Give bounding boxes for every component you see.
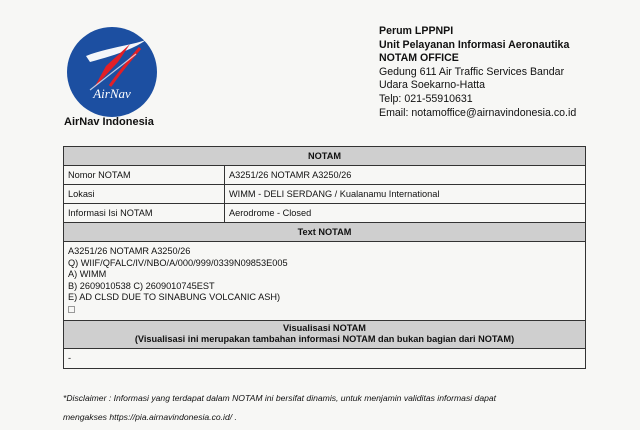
table-row (64, 185, 586, 204)
visualisasi-subtitle: (Visualisasi ini merupakan tambahan informasi NOTAM dan bukan bagian dari NOTAM) (134, 334, 515, 345)
visualisasi-title: Visualisasi NOTAM (283, 323, 366, 334)
header-line-5: Udara Soekarno-Hatta (379, 79, 485, 92)
checkbox-icon (68, 306, 75, 313)
notam-section-title: NOTAM (64, 147, 586, 166)
notam-table (63, 146, 586, 369)
airnav-logo (66, 26, 158, 118)
visualisasi-value: - (64, 348, 586, 368)
disclaimer (63, 389, 603, 427)
text-line: E) AD CLSD DUE TO SINABUNG VOLCANIC ASH) (68, 292, 281, 303)
row-label: Nomor NOTAM (64, 166, 225, 185)
table-row (64, 204, 586, 223)
header-line-1: Perum LPPNPI (379, 25, 454, 37)
logo-text: AirNav (93, 86, 131, 101)
text-line: B) 2609010538 C) 2609010745EST (68, 280, 215, 291)
text-notam-title: Text NOTAM (64, 223, 586, 242)
row-value: Aerodrome - Closed (225, 204, 586, 223)
visualisasi-header (64, 320, 586, 348)
header-line-3: NOTAM OFFICE (379, 52, 459, 65)
text-line: A) WIMM (68, 269, 107, 280)
row-value: A3251/26 NOTAMR A3250/26 (225, 166, 586, 185)
text-line: A3251/26 NOTAMR A3250/26 (68, 246, 191, 256)
disclaimer-line-1: *Disclaimer : Informasi yang terdapat dalam NOTAM ini bersifat dinamis, untuk menjamin validitas informasi dapat (63, 393, 497, 403)
row-value: WIMM - DELI SERDANG / Kualanamu International (225, 185, 586, 204)
header-line-4: Gedung 611 Air Traffic Services Bandar (379, 65, 565, 78)
header-email: Email: notamoffice@airnavindonesia.co.id (379, 106, 577, 119)
header-line-2: Unit Pelayanan Informasi Aeronautika (379, 38, 570, 51)
text-notam-body (64, 242, 586, 321)
row-label: Informasi Isi NOTAM (64, 204, 225, 223)
airnav-logo-icon (66, 26, 158, 118)
org-name: AirNav Indonesia (64, 116, 154, 128)
header-line-6: Telp: 021-55910631 (379, 92, 473, 105)
table-row (64, 166, 586, 185)
row-label: Lokasi (64, 185, 225, 204)
office-header (379, 25, 629, 120)
disclaimer-line-2: mengakses https://pia.airnavindonesia.co.id/ . (63, 412, 237, 422)
text-line: Q) WIIF/QFALC/IV/NBO/A/000/999/0339N09853E005 (68, 257, 288, 268)
